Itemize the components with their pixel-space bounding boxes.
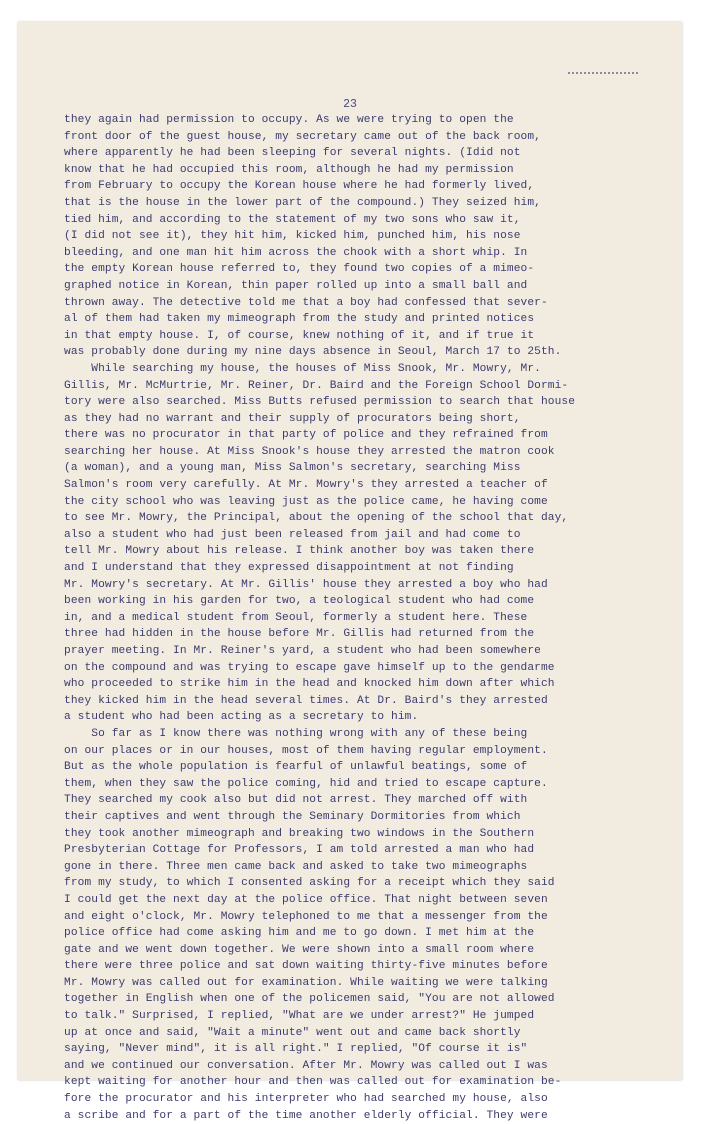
text-line: Gillis, Mr. McMurtrie, Mr. Reiner, Dr. Baird and the Foreign School Dormi-	[64, 379, 569, 392]
text-line: to see Mr. Mowry, the Principal, about the opening of the school that day,	[64, 512, 569, 525]
text-line: tell Mr. Mowry about his release. I think another boy was taken there	[64, 545, 535, 558]
text-line: saying, "Never mind", it is all right." I replied, "Of course it is"	[64, 1043, 528, 1056]
text-line: the city school who was leaving just as the police came, he having come	[64, 495, 548, 508]
text-line: to talk." Surprised, I replied, "What are we under arrest?" He jumped	[64, 1010, 535, 1023]
text-line: from my study, to which I consented asking for a receipt which they said	[64, 877, 555, 890]
text-line: their captives and went through the Seminary Dormitories from which	[64, 810, 521, 823]
text-line: as they had no warrant and their supply of procurators being short,	[64, 412, 521, 425]
text-line: from February to occupy the Korean house where he had formerly lived,	[64, 180, 535, 193]
text-line: a scribe and for a part of the time another elderly official. They were	[64, 1109, 548, 1122]
text-line: and I understand that they expressed disappointment at not finding	[64, 562, 514, 575]
text-line: Salmon's room very carefully. At Mr. Mowry's they arrested a teacher of	[64, 479, 548, 492]
text-line: there was no procurator in that party of police and they refrained from	[64, 429, 548, 442]
text-line: three had hidden in the house before Mr. Gillis had returned from the	[64, 628, 535, 641]
text-line: the empty Korean house referred to, they found two copies of a mimeo-	[64, 263, 535, 276]
text-line: fore the procurator and his interpreter who had searched my house, also	[64, 1093, 548, 1106]
text-line: prayer meeting. In Mr. Reiner's yard, a student who had been somewhere	[64, 645, 541, 657]
text-line: While searching my house, the houses of Miss Snook, Mr. Mowry, Mr.	[64, 362, 541, 375]
text-line: who proceeded to strike him in the head and knocked him down after which	[64, 678, 555, 691]
text-line: al of them had taken my mimeograph from the study and printed notices	[64, 313, 535, 326]
text-line: gate and we went down together. We were shown into a small room where	[64, 943, 535, 956]
text-line: I could get the next day at the police office. That night between seven	[64, 893, 548, 906]
text-line: also a student who had just been released from jail and had come to	[64, 528, 521, 541]
text-line: tied him, and according to the statement of my two sons who saw it,	[64, 213, 521, 226]
text-line: They searched my cook also but did not arrest. They marched off with	[64, 794, 528, 807]
text-line: and eight o'clock, Mr. Mowry telephoned to me that a messenger from the	[64, 910, 548, 923]
text-line: there were three police and sat down waiting thirty-five minutes before	[64, 960, 548, 973]
text-line: and we continued our conversation. After Mr. Mowry was called out I was	[64, 1059, 548, 1072]
text-line: a student who had been acting as a secretary to him.	[64, 711, 419, 724]
text-line: (I did not see it), they hit him, kicked him, punched him, his nose	[64, 230, 521, 243]
text-line: So far as I know there was nothing wrong with any of these being	[64, 727, 528, 740]
document-page	[18, 22, 682, 1122]
text-line: them, when they saw the police coming, hid and tried to escape capture.	[64, 777, 548, 790]
text-line: kept waiting for another hour and then was called out for examination be-	[64, 1076, 562, 1089]
text-line: tory were also searched. Miss Butts refused permission to search that house	[64, 396, 576, 409]
page-number: 23	[343, 98, 357, 111]
stray-dotted-mark	[568, 72, 638, 74]
text-line: that is the house in the lower part of the compound.) They seized him,	[64, 196, 541, 209]
text-line: they took another mimeograph and breaking two windows in the Southern	[64, 827, 535, 840]
text-line: Presbyterian Cottage for Professors, I am told arrested a man who had	[64, 844, 535, 857]
text-line: (a woman), and a young man, Miss Salmon's secretary, searching Miss	[64, 462, 521, 475]
text-line: been working in his garden for two, a teological student who had come	[64, 595, 535, 608]
text-line: police office had come asking him and me to go down. I met him at the	[64, 927, 535, 940]
text-line: thrown away. The detective told me that a boy had confessed that sever-	[64, 296, 548, 309]
text-line: front door of the guest house, my secretary came out of the back room,	[64, 130, 541, 143]
text-line: on the compound and was trying to escape gave himself up to the gendarme	[64, 661, 555, 674]
text-line: on our places or in our houses, most of them having regular employment.	[64, 744, 548, 757]
text-line: where apparently he had been sleeping for several nights. (Idid not	[64, 147, 521, 160]
text-line: Mr. Mowry's secretary. At Mr. Gillis' house they arrested a boy who had	[64, 578, 548, 591]
text-line: know that he had occupied this room, although he had my permission	[64, 163, 514, 176]
text-line: graphed notice in Korean, thin paper rolled up into a small ball and	[64, 279, 528, 292]
text-line: up at once and said, "Wait a minute" went out and came back shortly	[64, 1026, 521, 1039]
text-line: in that empty house. I, of course, knew nothing of it, and if true it	[64, 329, 535, 342]
text-line: was probably done during my nine days absence in Seoul, March 17 to 25th.	[64, 346, 562, 359]
text-line: Mr. Mowry was called out for examination. While waiting we were talking	[64, 976, 548, 989]
text-line: searching her house. At Miss Snook's house they arrested the matron cook	[64, 445, 555, 458]
text-line: in, and a medical student from Seoul, formerly a student here. These	[64, 611, 528, 624]
text-line: together in English when one of the policemen said, "You are not allowed	[64, 993, 555, 1006]
text-line: gone in there. Three men came back and asked to take two mimeographs	[64, 860, 528, 873]
typewritten-body	[64, 112, 664, 1124]
text-line: But as the whole population is fearful of unlawful beatings, some of	[64, 761, 528, 774]
text-line: they kicked him in the head several times. At Dr. Baird's they arrested	[64, 694, 548, 707]
text-line: bleeding, and one man hit him across the chook with a short whip. In	[64, 246, 528, 259]
text-line: they again had permission to occupy. As we were trying to open the	[64, 114, 514, 126]
